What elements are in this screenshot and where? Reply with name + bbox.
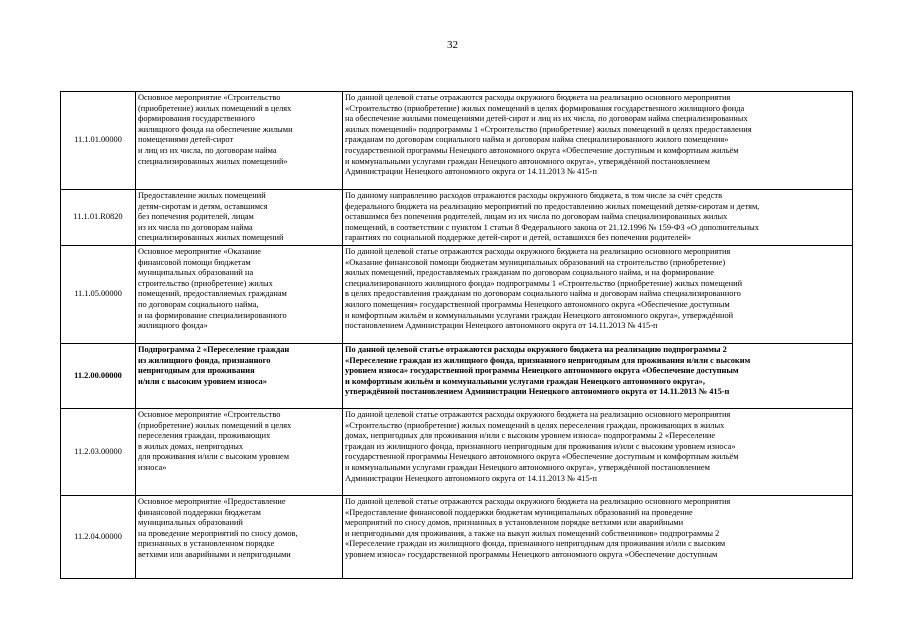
target-article-description: По данной целевой статье отражаются расходы окружного бюджета на реализацию основного мероприятия «Строительство (приобретение) жилых помещений в целях переселения граждан, проживающих в жилых домах, непригодных для проживания и/или с высоким уровнем износа» подпрограммы 2 «Переселение граждан из жилищного фонда, признанного непригодным для проживания и/или с высоким уровнем износа» государственной программы Ненецкого автономного округа «Обеспечение доступным и комфортным жильём и коммунальными услугами граждан Ненецкого автономного округа», утверждённой постановлением Администрации Ненецкого автономного округа от 14.11.2013 № 415-п — [343, 408, 853, 495]
target-article-code: 11.1.05.00000 — [61, 245, 136, 343]
table-row-subprogram — [61, 343, 853, 408]
target-article-code: 11.2.00.00000 — [61, 343, 136, 408]
target-article-name: Основное мероприятие «Оказание финансовой помощи бюджетам муниципальных образований на строительство (приобретение) жилых помещений, предоставляемых гражданам по договорам социального найма, и на формирование специализированного жилищного фонда» — [136, 245, 343, 343]
table-row — [61, 408, 853, 495]
page-number: 32 — [447, 39, 458, 51]
target-article-description: По данной целевой статье отражаются расходы окружного бюджета на реализацию подпрограммы 2 «Переселение граждан из жилищного фонда, признанного непригодным для проживания и/или с высоким уровнем износа» государственной программы Ненецкого автономного округа «Обеспечение доступным и комфортным жильём и коммунальными услугами граждан Ненецкого автономного округа», утверждённой постановлением Администрации Ненецкого автономного округа от 14.11.2013 № 415-п — [343, 343, 853, 408]
target-article-description: По данной целевой статье отражаются расходы окружного бюджета на реализацию основного мероприятия «Строительство (приобретение) жилых помещений в целях формирования государственного жилищного фонда на обеспечение жилыми помещениями детей-сирот и лиц из их числа, по договорам найма специализированных жилых помещений» подпрограммы 1 «Строительство (приобретение) жилых помещений в целях предоставления гражданам по договорам социального найма и договорам найма специализированного жилого помещения» государственной программы Ненецкого автономного округа «Обеспечение доступным и комфортным жильём и коммунальными услугами граждан Ненецкого автономного округа», утверждённой постановлением Администрации Ненецкого автономного округа от 14.11.2013 № 415-п — [343, 92, 853, 190]
table-row — [61, 92, 853, 190]
target-article-code: 11.2.03.00000 — [61, 408, 136, 495]
target-article-code: 11.2.04.00000 — [61, 495, 136, 578]
table-row — [61, 495, 853, 578]
target-article-code: 11.1.01.R0820 — [61, 190, 136, 246]
table-row — [61, 245, 853, 343]
table-row — [61, 190, 853, 246]
target-article-name: Основное мероприятие «Предоставление финансовой поддержки бюджетам муниципальных образований на проведение мероприятий по сносу домов, признанных в установленном порядке ветхими или аварийными и непригодными — [136, 495, 343, 578]
target-article-code: 11.1.01.00000 — [61, 92, 136, 190]
target-article-name: Основное мероприятие «Строительство (приобретение) жилых помещений в целях формирования государственного жилищного фонда на обеспечение жилыми помещениями детей-сирот и лиц из их числа, по договорам найма специализированных жилых помещений» — [136, 92, 343, 190]
target-article-description: По данному направлению расходов отражаются расходы окружного бюджета, в том числе за счёт средств федерального бюджета на реализацию мероприятий по предоставлению жилых помещений детям-сиротам и детям, оставшимся без попечения родителей, лицам из их числа по договорам найма специализированных жилых помещений, в соответствии с пунктом 1 статьи 8 Федерального закона от 21.12.1996 № 159-ФЗ «О дополнительных гарантиях по социальной поддержке детей-сирот и детей, оставшихся без попечения родителей» — [343, 190, 853, 246]
target-article-name: Подпрограмма 2 «Переселение граждан из жилищного фонда, признанного непригодным для проживания и/или с высоким уровнем износа» — [136, 343, 343, 408]
target-article-name: Предоставление жилых помещений детям-сиротам и детям, оставшимся без попечения родителей, лицам из их числа по договорам найма специализированных жилых помещений — [136, 190, 343, 246]
target-article-name: Основное мероприятие «Строительство (приобретение) жилых помещений в целях переселения граждан, проживающих в жилых домах, непригодных для проживания и/или с высоким уровнем износа» — [136, 408, 343, 495]
target-article-description: По данной целевой статье отражаются расходы окружного бюджета на реализацию основного мероприятия «Оказание финансовой помощи бюджетам муниципальных образований на строительство (приобретение) жилых помещений, предоставляемых гражданам по договорам социального найма, и на формирование специализированного жилищного фонда» подпрограммы 1 «Строительство (приобретение) жилых помещений в целях предоставления гражданам по договорам социального найма и договорам найма специализированного жилого помещения» государственной программы Ненецкого автономного округа «Обеспечение доступным и комфортным жильём и коммунальными услугами граждан Ненецкого автономного округа», утверждённой постановлением Администрации Ненецкого автономного округа от 14.11.2013 № 415-п — [343, 245, 853, 343]
target-article-description: По данной целевой статье отражаются расходы окружного бюджета на реализацию основного мероприятия «Предоставление финансовой поддержки бюджетам муниципальных образований на проведение мероприятий по сносу домов, признанных в установленном порядке ветхими или аварийными и непригодными для проживания, а также на выкуп жилых помещений собственников» подпрограммы 2 «Переселение граждан из жилищного фонда, признанного непригодным для проживания и/или с высоким уровнем износа» государственной программы Ненецкого автономного округа «Обеспечение доступным — [343, 495, 853, 578]
budget-classification-table — [60, 91, 853, 579]
